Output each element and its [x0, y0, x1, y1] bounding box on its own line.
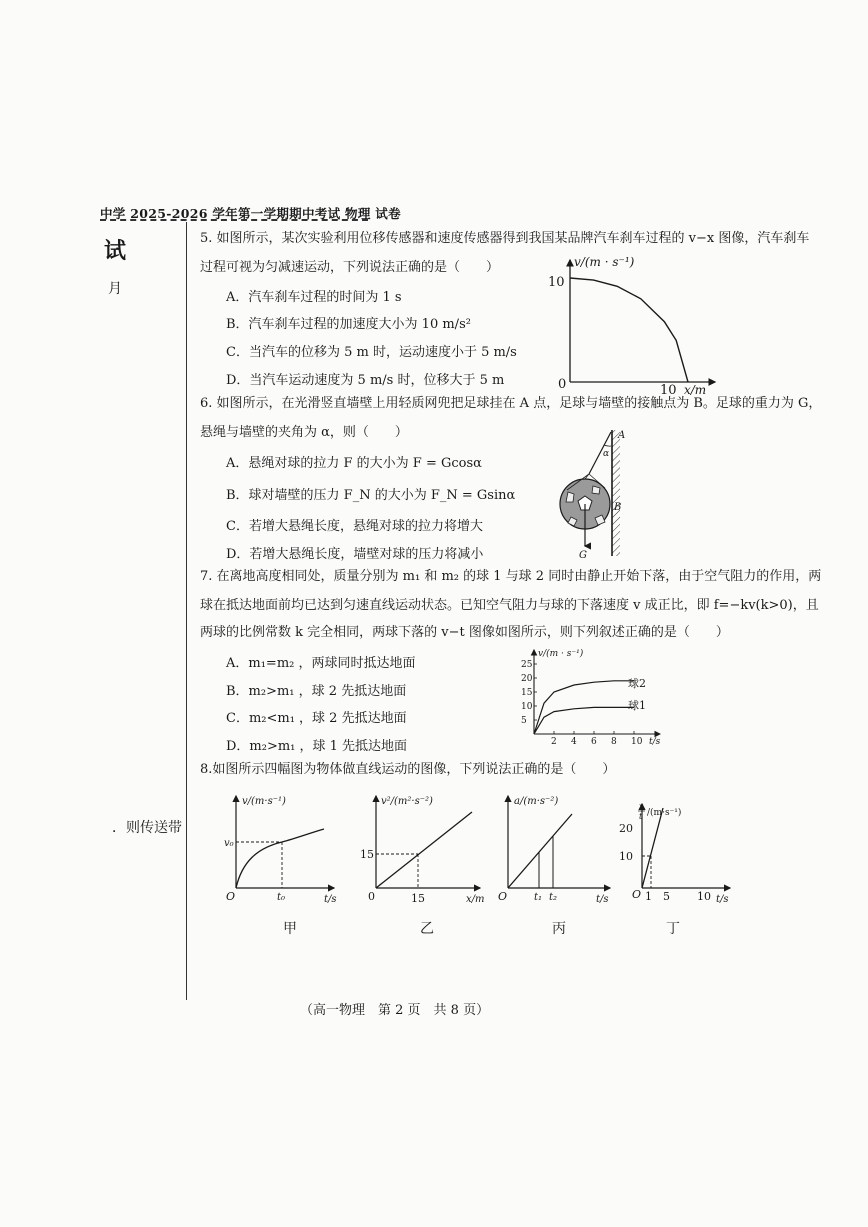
q6-option-c[interactable]: C．若增大悬绳长度，悬绳对球的拉力将增大	[226, 519, 483, 534]
q7-option-a[interactable]: A．m₁=m₂ ，两球同时抵达地面	[226, 656, 416, 671]
q7-ytick-label-5: 5	[521, 716, 527, 726]
q5-option-c[interactable]: C．当汽车的位移为 5 m 时，运动速度小于 5 m/s	[226, 345, 517, 360]
bing-xtick1: t₁	[534, 892, 543, 903]
yi-line	[376, 812, 472, 888]
caption-yi: 乙	[420, 921, 434, 937]
q5-ytick-10: 10	[548, 275, 565, 290]
ding-xtick-1: 1	[645, 890, 652, 903]
q5-xtick-10: 10	[660, 383, 677, 397]
bing-xtick2: t₂	[549, 892, 558, 903]
caption-bing: 丙	[552, 921, 566, 937]
q5-stem-line1: 5. 如图所示，某次实验利用位移传感器和速度传感器得到我国某品牌汽车刹车过程的 v−x 图像，汽车刹车	[200, 231, 810, 246]
yi-xlabel: x/m	[466, 894, 485, 905]
q6-option-a[interactable]: A．悬绳对球的拉力 F 的大小为 F = Gcosα	[226, 456, 482, 471]
jia-curve	[236, 829, 324, 888]
jia-xtick: t₀	[277, 892, 286, 903]
q7-xtick-label-2: 2	[551, 737, 557, 746]
ding-ylabel-den: t	[639, 812, 643, 821]
q5-origin: 0	[558, 377, 567, 392]
bing-xlabel: t/s	[596, 894, 609, 905]
ding-ytick-20: 20	[619, 822, 633, 835]
q6-stem-line2: 悬绳与墙壁的夹角为 α，则（ ）	[200, 425, 408, 440]
q7-ytick-label-20: 20	[521, 674, 533, 684]
yi-origin: 0	[368, 890, 375, 903]
side-label-month: 月	[108, 281, 122, 297]
q7-xtick-label-4: 4	[571, 737, 577, 746]
ding-ytick-10: 10	[619, 850, 633, 863]
side-label-exam: 试	[104, 238, 127, 264]
q5-option-a[interactable]: A．汽车刹车过程的时间为 1 s	[226, 290, 402, 305]
header-underline	[100, 219, 368, 221]
q7-xlabel: t/s	[649, 737, 661, 746]
wall-hatch	[612, 430, 620, 556]
q7-ytick-label-25: 25	[521, 660, 533, 670]
q8-graph-ding	[614, 800, 738, 912]
weight-label: G	[579, 550, 587, 561]
jia-ytick: v₀	[224, 838, 234, 849]
yi-ylabel: v²/(m²·s⁻²)	[381, 796, 433, 807]
q7-ytick-label-15: 15	[521, 688, 533, 698]
binding-line	[186, 222, 187, 1000]
q7-stem-line1: 7. 在离地高度相同处，质量分别为 m₁ 和 m₂ 的球 1 与球 2 同时由静止开始下落，由于空气阻力的作用，两	[200, 569, 822, 584]
side-label-belt: ．则传送带	[112, 820, 182, 836]
q7-xtick-label-6: 6	[591, 737, 597, 746]
q8-graph-bing	[494, 792, 616, 912]
caption-ding: 丁	[666, 921, 680, 937]
q7-xtick-label-10: 10	[631, 737, 643, 746]
q7-stem-line3: 两球的比例常数 k 完全相同，两球下落的 v−t 图像如图所示，则下列叙述正确的是（ ）	[200, 625, 729, 640]
q7-ylabel: v/(m · s⁻¹)	[538, 649, 584, 659]
yi-ytick: 15	[360, 848, 374, 861]
ding-ylabel-num: x	[639, 802, 644, 811]
q6-option-d[interactable]: D．若增大悬绳长度，墙壁对球的压力将减小	[226, 547, 484, 562]
ding-ylabel-unit: /(m·s⁻¹)	[647, 808, 682, 818]
q5-option-b[interactable]: B．汽车刹车过程的加速度大小为 10 m/s²	[226, 317, 471, 332]
bing-origin: O	[498, 890, 508, 903]
ding-xtick-5: 5	[663, 890, 670, 903]
bing-line	[508, 814, 572, 888]
q7-xtick-label-8: 8	[611, 737, 617, 746]
q7-option-b[interactable]: B．m₂>m₁ ，球 2 先抵达地面	[226, 684, 407, 699]
q5-option-d[interactable]: D．当汽车运动速度为 5 m/s 时，位移大于 5 m	[226, 373, 505, 388]
q7-legend-ball1: 球1	[628, 699, 646, 712]
q7-vt-graph	[510, 646, 690, 746]
q7-option-c[interactable]: C．m₂<m₁ ，球 2 先抵达地面	[226, 711, 407, 726]
page-footer: （高一物理 第 2 页 共 8 页）	[300, 1003, 490, 1018]
ding-xlabel: t/s	[716, 894, 729, 905]
q8-stem: 8.如图所示四幅图为物体做直线运动的图像，下列说法正确的是（ ）	[200, 762, 616, 777]
jia-xlabel: t/s	[324, 894, 337, 905]
point-a-label: A	[618, 430, 626, 441]
q7-series-ball1	[534, 707, 634, 734]
q5-series-line	[570, 278, 688, 382]
point-b-label: B	[614, 502, 622, 513]
q7-ytick-label-10: 10	[521, 702, 533, 712]
q5-vx-graph	[540, 252, 720, 397]
bing-ylabel: a/(m·s⁻²)	[514, 796, 559, 807]
ding-origin: O	[632, 888, 642, 901]
ding-line	[642, 808, 663, 888]
q6-ball-figure	[545, 422, 645, 562]
alpha-label: α	[603, 449, 610, 459]
caption-jia: 甲	[283, 921, 297, 937]
jia-ylabel: v/(m·s⁻¹)	[242, 796, 286, 807]
q6-option-b[interactable]: B．球对墙壁的压力 F_N 的大小为 F_N = Gsinα	[226, 488, 516, 503]
q5-ylabel: v/(m · s⁻¹)	[574, 255, 635, 269]
q6-stem-line1: 6. 如图所示，在光滑竖直墙壁上用轻质网兜把足球挂在 A 点，足球与墙壁的接触点为 B。足球的重力为 G，	[200, 396, 822, 411]
q7-option-d[interactable]: D．m₂>m₁ ，球 1 先抵达地面	[226, 739, 408, 754]
jia-origin: O	[226, 890, 236, 903]
ding-xtick-10: 10	[697, 890, 711, 903]
q7-stem-line2: 球在抵达地面前均已达到匀速直线运动状态。已知空气阻力与球的下落速度 v 成正比，即 f=−kv(k>0)，且	[200, 598, 819, 613]
q8-graph-jia	[222, 792, 342, 912]
q5-xlabel: x/m	[684, 383, 707, 397]
q5-stem-line2: 过程可视为匀减速运动，下列说法正确的是（ ）	[200, 260, 500, 275]
q7-legend-ball2: 球2	[628, 677, 646, 690]
yi-xtick: 15	[411, 892, 425, 905]
exam-header: 中学 2025-2026 学年第一学期期中考试 物理 试卷	[100, 206, 401, 221]
q8-graph-yi	[360, 792, 488, 912]
